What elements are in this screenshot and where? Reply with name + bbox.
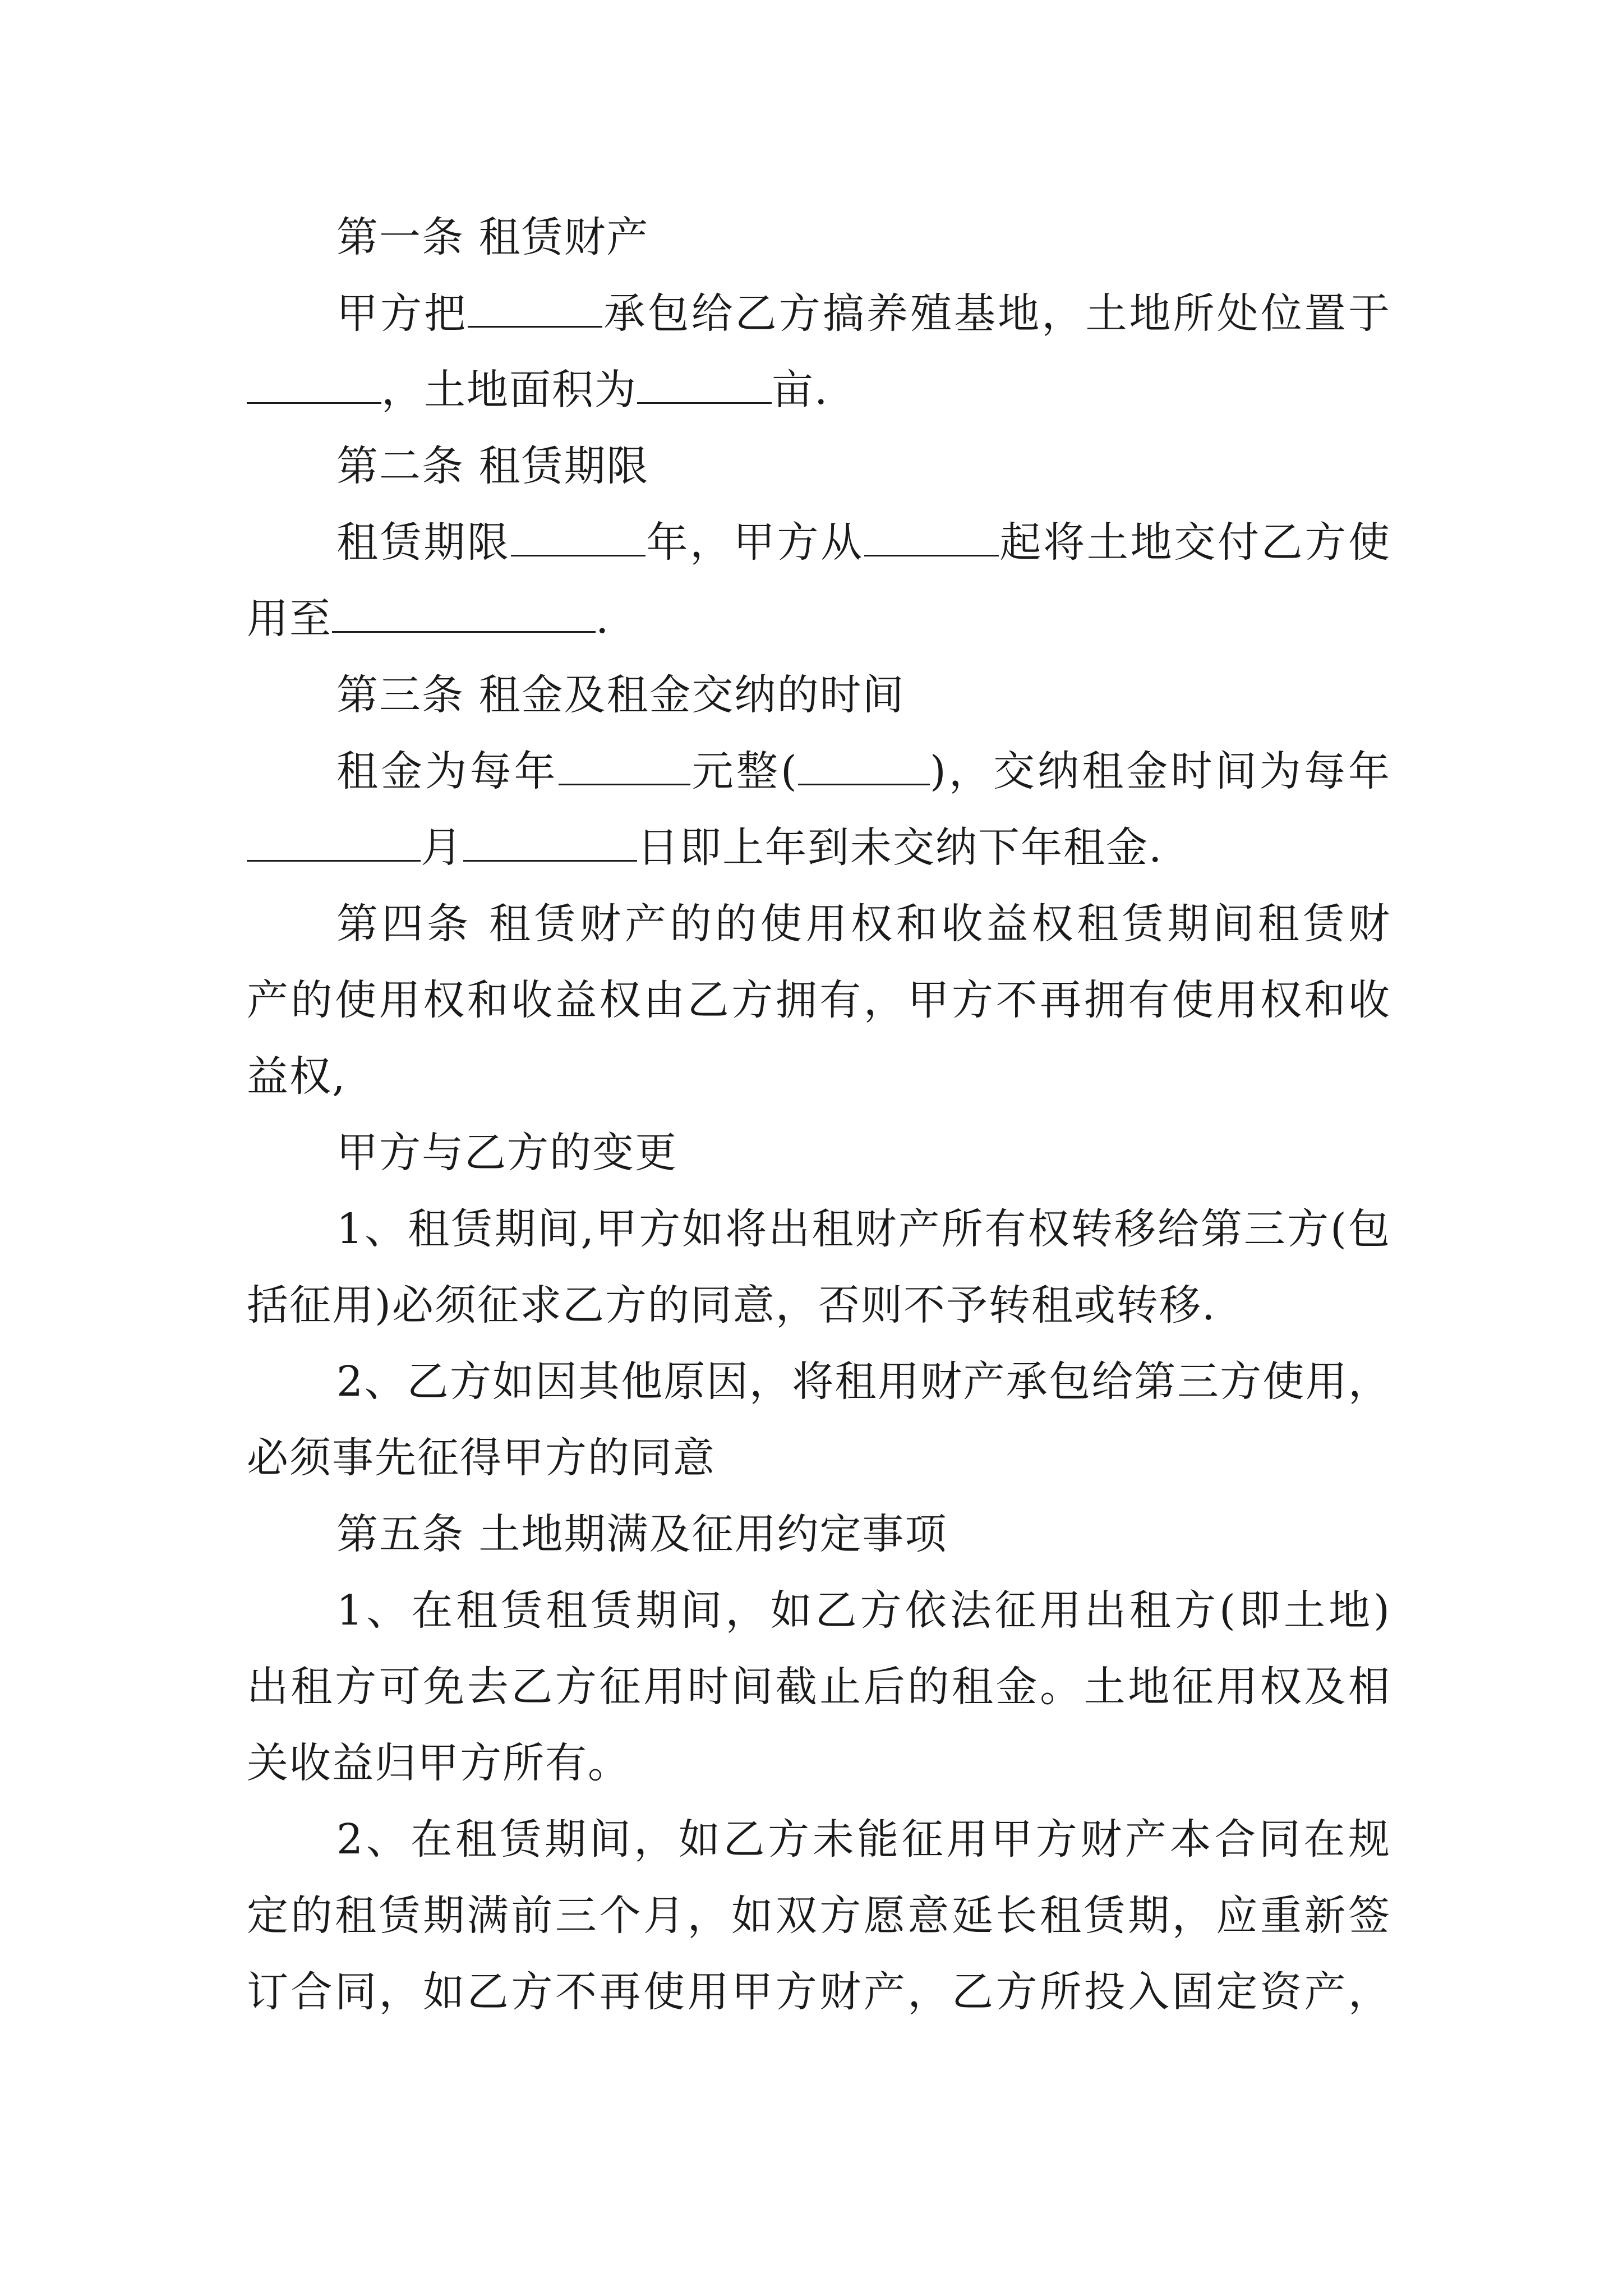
blank-field (559, 751, 690, 785)
contract-body (247, 199, 1391, 2030)
article-1-line-2 (247, 352, 1391, 428)
article-4-line-1: 第四条 租赁财产的的使用权和收益权租赁期间租赁财 (336, 900, 1391, 948)
blank-field (637, 370, 772, 404)
text-segment: 承包给乙方搞养殖基地，土地所处位置于 (602, 289, 1391, 338)
article-4-line-3: 益权, (247, 1052, 347, 1101)
text-segment: 元整( (690, 747, 798, 795)
article-3-line-2 (247, 809, 1391, 886)
blank-field (247, 370, 381, 404)
blank-field (468, 293, 602, 328)
blank-field (864, 522, 999, 556)
article-4-line-2: 产的使用权和收益权由乙方拥有，甲方不再拥有使用权和收 (247, 976, 1391, 1024)
text-segment: 租金为每年 (336, 747, 559, 795)
article-5-heading: 第五条 土地期满及征用约定事项 (336, 1510, 948, 1558)
article-5-item-1-line-2: 出租方可免去乙方征用时间截止后的租金。土地征用权及相 (247, 1663, 1391, 1711)
article-4-item-1-line-2: 括征用)必须征求乙方的同意，否则不予转租或转移. (247, 1281, 1216, 1329)
article-3-heading: 第三条 租金及租金交纳的时间 (336, 671, 905, 719)
text-segment: 日即上年到未交纳下年租金. (637, 823, 1163, 872)
blank-field (247, 827, 421, 862)
text-segment: 月 (421, 823, 463, 872)
article-4-item-2-line-2: 必须事先征得甲方的同意 (247, 1434, 716, 1482)
text-segment: 起将土地交付乙方使 (998, 518, 1391, 567)
text-segment: )，交纳租金时间为每年 (929, 747, 1391, 795)
article-5-item-1-line-1: 1、在租赁租赁期间，如乙方依法征用出租方(即土地) (336, 1586, 1391, 1635)
article-5-item-2-line-3: 订合同，如乙方不再使用甲方财产，乙方所投入固定资产， (247, 1968, 1391, 2016)
text-segment: 年，甲方从 (645, 518, 864, 567)
article-1-line-1 (247, 275, 1391, 352)
blank-field (511, 522, 645, 556)
text-segment: 亩. (772, 366, 829, 414)
text-segment: 租赁期限 (336, 518, 511, 567)
article-5-item-2-line-1: 2、在租赁期间，如乙方未能征用甲方财产本合同在规 (336, 1815, 1391, 1864)
article-5-item-1-line-3: 关收益归甲方所有。 (247, 1739, 630, 1787)
article-1-heading: 第一条 租赁财产 (336, 213, 649, 261)
article-4-item-1-line-1: 1、租赁期间,甲方如将出租财产所有权转移给第三方(包 (336, 1205, 1391, 1253)
article-5-item-2-line-2: 定的租赁期满前三个月，如双方愿意延长租赁期，应重新签 (247, 1892, 1391, 1940)
article-4-item-2-line-1: 2、乙方如因其他原因，将租用财产承包给第三方使用， (336, 1358, 1391, 1406)
article-2-line-1 (247, 504, 1391, 581)
text-segment: 甲方把 (336, 289, 468, 338)
article-2-heading: 第二条 租赁期限 (336, 442, 649, 490)
blank-field (332, 599, 596, 633)
article-3-line-1 (247, 733, 1391, 809)
text-segment: 用至 (247, 595, 332, 643)
text-segment: . (596, 595, 610, 643)
blank-field (798, 751, 930, 785)
blank-field (463, 827, 637, 862)
article-2-line-2 (247, 581, 1391, 657)
article-4-subheading: 甲方与乙方的变更 (336, 1129, 677, 1177)
text-segment: ，土地面积为 (381, 366, 637, 414)
